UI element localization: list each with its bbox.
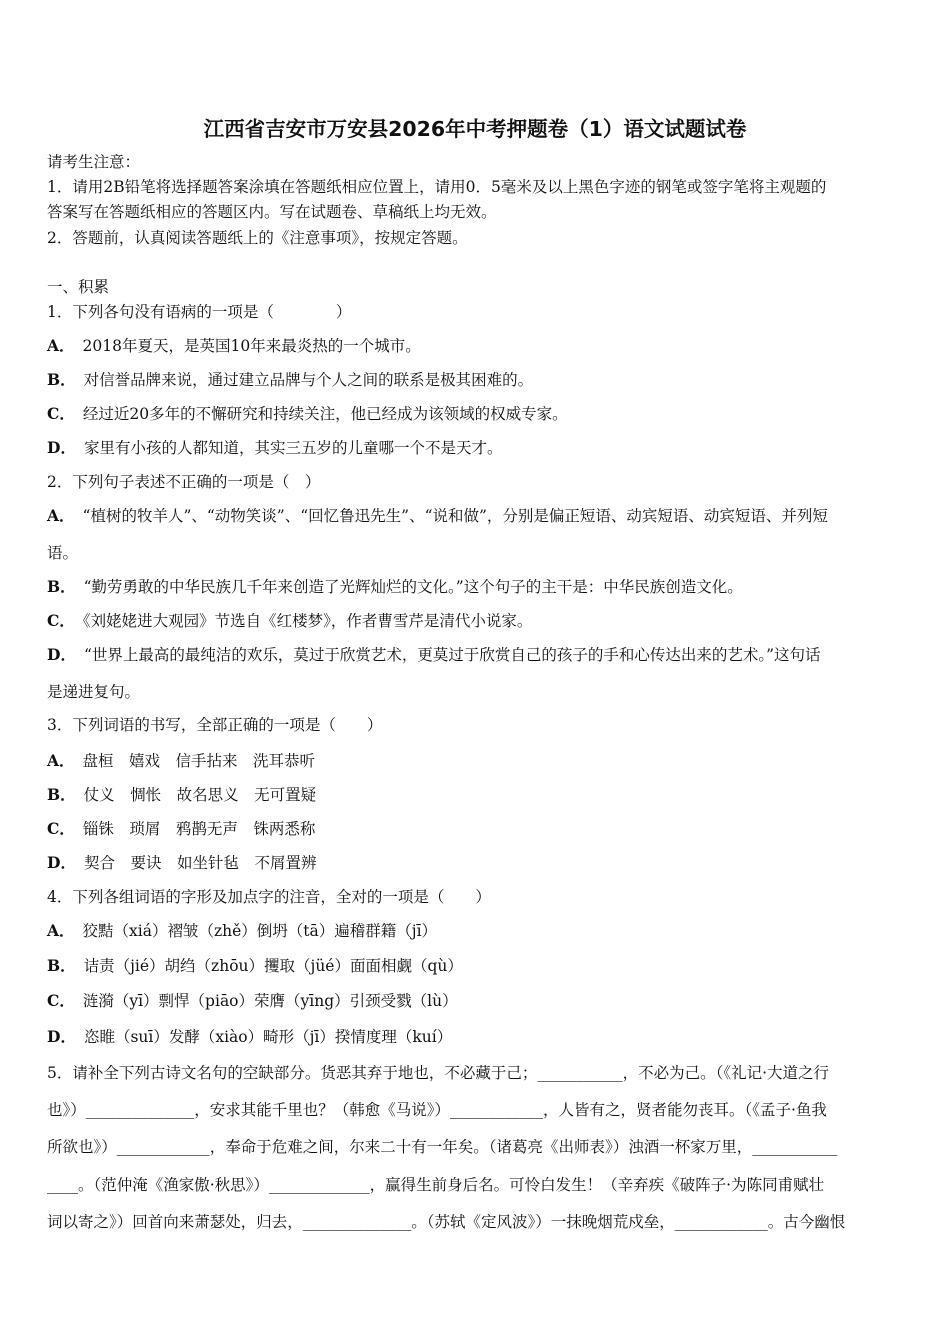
option-text: 涟漪（yī）剽悍（piāo）荣膺（yīng）引颈受戮（lù） (82, 992, 458, 1010)
question-2-option-a (47, 506, 828, 526)
notice-item-1-line-1: 1．请用2B铅笔将选择题答案涂填在答题纸相应位置上，请用0．5毫米及以上黑色字迹的钢笔或签字笔将主观题的 (47, 178, 827, 196)
question-2-option-d (47, 645, 821, 665)
option-text: 锱铢 琐屑 鸦鹊无声 铢两悉称 (82, 820, 316, 838)
question-5-line-5: 词以寄之》）回首向来萧瑟处，归去，______________。（苏轼《定风波》）一抹晚烟荒戍垒，____________。古今幽恨 (47, 1213, 846, 1231)
question-3-option-a (47, 751, 315, 771)
option-label: B． (47, 785, 76, 804)
section-heading: 一、积累 (47, 278, 110, 296)
option-label: A． (47, 506, 75, 525)
question-1-option-c (47, 404, 568, 424)
option-label: A． (47, 921, 75, 940)
question-1-option-d (47, 438, 502, 458)
question-4-option-d (47, 1027, 452, 1047)
option-text: 狡黠（xiá）褶皱（zhě）倒坍（tā）遍稽群籍（jī） (82, 922, 438, 940)
question-3-option-b (47, 785, 316, 805)
option-label: D． (47, 853, 76, 872)
option-text: 《刘姥姥进大观园》节选自《红楼梦》，作者曹雪芹是清代小说家。 (82, 612, 533, 630)
question-2-option-a-continued: 语。 (47, 544, 79, 562)
question-4-option-c (47, 991, 458, 1011)
option-text: 盘桓 嬉戏 信手拈来 洗耳恭听 (82, 752, 316, 770)
notice-item-1-line-2: 答案写在答题纸相应的答题区内。写在试题卷、草稿纸上均无效。 (47, 203, 497, 221)
option-label: B． (47, 370, 76, 389)
question-4-option-b (47, 956, 463, 976)
option-text: 仗义 惆怅 故名思义 无可置疑 (83, 786, 317, 804)
question-5-line-1: 5．请补全下列古诗文名句的空缺部分。货恶其弃于地也，不必藏于己；___________，不必为己。（《礼记·大道之行 (47, 1064, 830, 1082)
option-label: C． (47, 611, 75, 630)
question-5-line-3: 所欲也》）____________，奉命于危难之间，尔来二十有一年矣。（诸葛亮《出师表》）浊酒一杯家万里，___________ (47, 1138, 838, 1156)
question-1-option-b (47, 370, 533, 390)
question-1-option-a (47, 336, 421, 356)
notice-heading: 请考生注意： (47, 153, 141, 171)
option-label: B． (47, 956, 76, 975)
option-label: D． (47, 1027, 76, 1046)
question-2-option-b (47, 577, 743, 597)
option-text: 对信誉品牌来说，通过建立品牌与个人之间的联系是极其困难的。 (83, 371, 534, 389)
option-label: C． (47, 404, 75, 423)
option-label: D． (47, 645, 76, 664)
option-label: A． (47, 751, 75, 770)
question-2-option-c (47, 611, 532, 631)
question-4-option-a (47, 921, 437, 941)
option-text: 家里有小孩的人都知道，其实三五岁的儿童哪一个不是天才。 (83, 439, 503, 457)
option-label: C． (47, 991, 75, 1010)
option-text: 契合 要诀 如坐针毡 不屑置辨 (83, 854, 317, 872)
option-text: 诘责（jié）胡绉（zhōu）攫取（jüé）面面相觑（qù） (83, 957, 463, 975)
question-5-line-2: 也》）______________，安求其能千里也？（韩愈《马说》）____________，人皆有之，贤者能勿丧耳。（《孟子·鱼我 (47, 1101, 827, 1119)
notice-item-2: 2．答题前，认真阅读答题纸上的《注意事项》，按规定答题。 (47, 229, 468, 247)
question-1-stem: 1．下列各句没有语病的一项是（ ） (47, 303, 352, 321)
option-label: D． (47, 438, 76, 457)
option-label: A． (47, 336, 75, 355)
option-text: 2018年夏天，是英国10年来最炎热的一个城市。 (82, 337, 421, 355)
option-text: “勤劳勇敢的中华民族几千年来创造了光辉灿烂的文化。”这个句子的主干是：中华民族创造文化。 (83, 578, 743, 596)
option-text: 经过近20多年的不懈研究和持续关注，他已经成为该领域的权威专家。 (82, 405, 568, 423)
option-text: “世界上最高的最纯洁的欢乐，莫过于欣赏艺术，更莫过于欣赏自己的孩子的手和心传达出来的艺术。”这句话 (83, 646, 821, 664)
option-label: C． (47, 819, 75, 838)
option-label: B． (47, 577, 76, 596)
question-3-stem: 3．下列词语的书写，全部正确的一项是（ ） (47, 716, 383, 734)
question-3-option-c (47, 819, 315, 839)
option-text: 恣睢（suī）发酵（xiào）畸形（jī）揆情度理（kuí） (83, 1028, 453, 1046)
question-3-option-d (47, 853, 316, 873)
question-4-stem: 4．下列各组词语的字形及加点字的注音，全对的一项是（ ） (47, 888, 491, 906)
page-title: 江西省吉安市万安县2026年中考押题卷（1）语文试题试卷 (203, 117, 747, 141)
question-2-option-d-continued: 是递进复句。 (47, 683, 141, 701)
question-5-line-4: ____。（范仲淹《渔家傲·秋思》）_____________，赢得生前身后名。可怜白发生！（辛弃疾《破阵子·为陈同甫赋壮 (47, 1176, 825, 1194)
question-2-stem: 2．下列句子表述不正确的一项是（ ） (47, 473, 321, 491)
option-text: “植树的牧羊人”、“动物笑谈”、“回忆鲁迅先生”、“说和做”，分别是偏正短语、动宾短语、动宾短语、并列短 (82, 507, 828, 525)
